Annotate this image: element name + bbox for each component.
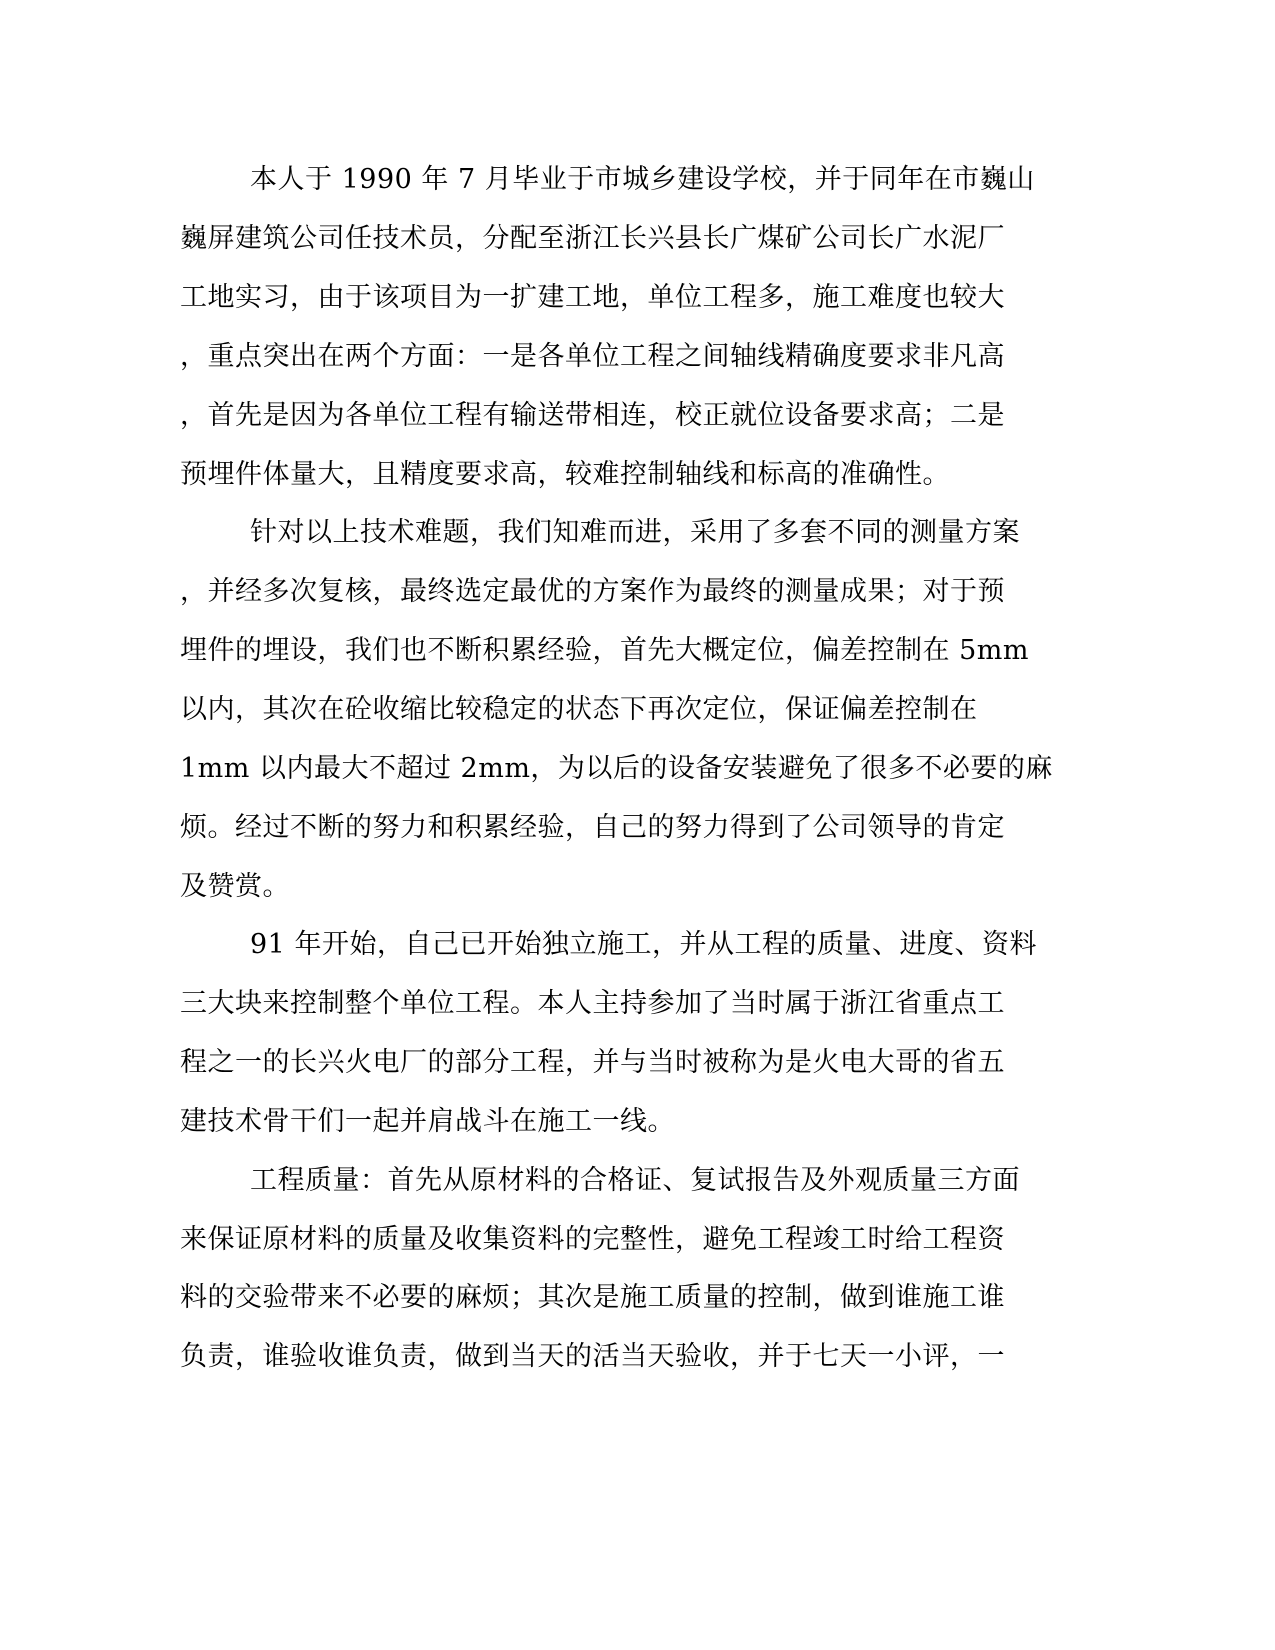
text-line-19: 来保证原材料的质量及收集资料的完整性，避免工程竣工时给工程资 <box>180 1224 1005 1255</box>
text-line-9: 埋件的埋设，我们也不断积累经验，首先大概定位，偏差控制在 5mm <box>180 635 1029 666</box>
text-line-4: ，重点突出在两个方面：一是各单位工程之间轴线精确度要求非凡高 <box>180 341 1005 372</box>
text-line-6: 预埋件体量大，且精度要求高，较难控制轴线和标高的准确性。 <box>180 459 950 490</box>
text-line-17: 建技术骨干们一起并肩战斗在施工一线。 <box>180 1106 675 1137</box>
text-line-11: 1mm 以内最大不超过 2mm，为以后的设备安装避免了很多不必要的麻 <box>180 753 1053 784</box>
text-line-21: 负责，谁验收谁负责，做到当天的活当天验收，并于七天一小评，一 <box>180 1341 1005 1372</box>
text-line-12: 烦。经过不断的努力和积累经验，自己的努力得到了公司领导的肯定 <box>180 812 1005 843</box>
text-line-13: 及赞赏。 <box>180 871 290 902</box>
text-line-3: 工地实习，由于该项目为一扩建工地，单位工程多，施工难度也较大 <box>180 282 1005 313</box>
text-line-8: ，并经多次复核，最终选定最优的方案作为最终的测量成果；对于预 <box>180 576 1005 607</box>
text-line-14: 91 年开始，自己已开始独立施工，并从工程的质量、进度、资料 <box>250 929 1037 960</box>
text-line-16: 程之一的长兴火电厂的部分工程，并与当时被称为是火电大哥的省五 <box>180 1047 1005 1078</box>
text-line-15: 三大块来控制整个单位工程。本人主持参加了当时属于浙江省重点工 <box>180 988 1005 1019</box>
text-line-5: ，首先是因为各单位工程有输送带相连，校正就位设备要求高；二是 <box>180 400 1005 431</box>
text-line-20: 料的交验带来不必要的麻烦；其次是施工质量的控制，做到谁施工谁 <box>180 1282 1005 1313</box>
text-line-2: 巍屏建筑公司任技术员，分配至浙江长兴县长广煤矿公司长广水泥厂 <box>180 223 1005 254</box>
text-line-1: 本人于 1990 年 7 月毕业于市城乡建设学校，并于同年在市巍山 <box>250 164 1035 195</box>
text-line-18: 工程质量：首先从原材料的合格证、复试报告及外观质量三方面 <box>250 1165 1020 1196</box>
text-line-7: 针对以上技术难题，我们知难而进，采用了多套不同的测量方案 <box>250 517 1020 548</box>
text-line-10: 以内，其次在砼收缩比较稳定的状态下再次定位，保证偏差控制在 <box>180 694 978 725</box>
